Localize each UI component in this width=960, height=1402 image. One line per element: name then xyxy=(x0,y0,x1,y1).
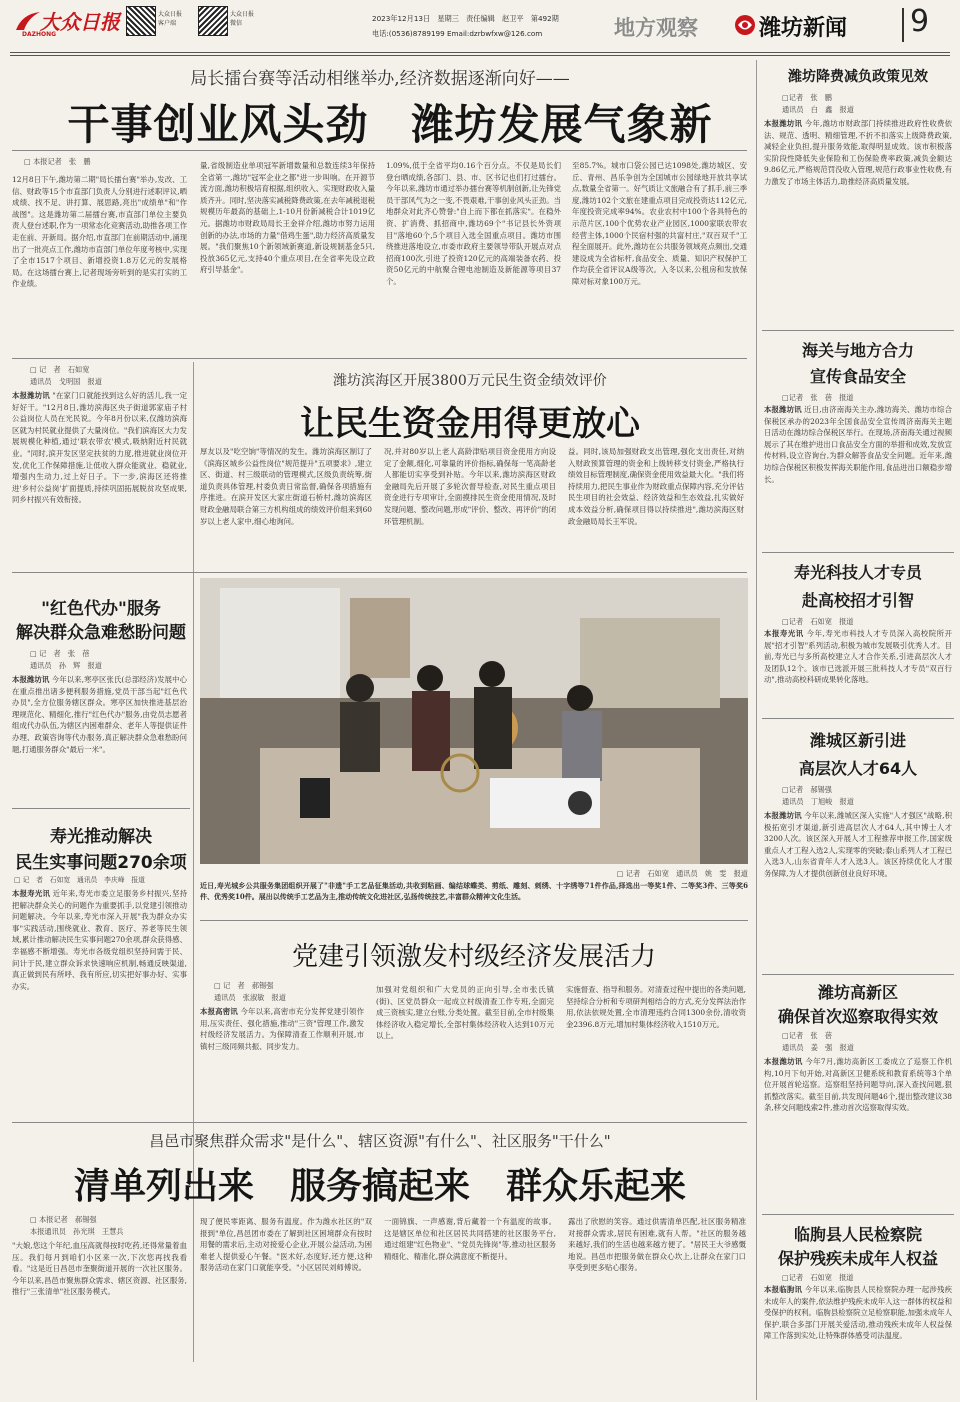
lead-col-4: 至85.7%。城市口袋公园已达1098处,潍坊城区、安丘、青州、昌乐争创为全国城市公园绿地开放共享试点,数量全省第一。好气质让文旅融合有了抓手,前三季度,潍坊102个文旅在建重点项目完成投资达112亿元,年度投资完成率94%。农业农村中100个各具特色的示范片区,100个优势农业产业园区,1000家联农带农经营主体,1000个民宿村强的共富村庄,"双百双千"工程全面展开。此外,潍坊在公共服务领域亮点频出,交通建设成为全省标杆,食品安全、质量、知识产权保护工作均获全省评议A级等次。入冬以来,公租房和发放保障对标对象100万元。 xyxy=(572,161,747,286)
sidebar-5-byline-1: □记者 张 蓓 xyxy=(782,1031,832,1040)
red-agent-lead-label: 本报潍坊讯 xyxy=(12,675,50,684)
sidebar-6-title-1: 临朐县人民检察院 xyxy=(793,1225,922,1244)
feature-headline: 让民生资金用得更放心 xyxy=(300,404,640,444)
red-agent-headline-1: "红色代办"服务 xyxy=(41,599,161,619)
sidebar-2-title-2: 宣传食品安全 xyxy=(809,367,906,386)
sidebar-2-lead-label: 本报潍坊讯 xyxy=(764,405,802,414)
party-byline-1: □ 记 者 郝锡强 xyxy=(214,981,274,990)
sidebar-1-byline-1: □记者 张 鹏 xyxy=(782,93,832,102)
sidebar-4-body xyxy=(764,810,952,970)
date-line: 2023年12月13日 星期三 责任编辑 赵卫平 第492期 xyxy=(372,14,559,23)
sidebar-3-lead-label: 本报寿光讯 xyxy=(764,629,804,638)
red-agent-bottom-rule xyxy=(12,808,190,809)
photo-bottom-rule xyxy=(200,920,748,921)
red-agent-para: 今年以来,寒亭区张氏(总部经济)发展中心在重点推出诸多便利服务措施,党员干部当起"红色代办员",全方位服务辖区群众。寒亭区加快推进基层治理规范化、精细化,推行"红色代办"服务,由党员志愿者组成代办队伍,为辖区内困难群众、老年人等提供证件办理、政策咨询等代办服务,真正解决群众急难愁盼问题,打通服务群众"最后一米"。 xyxy=(12,675,187,754)
sidebar-1-para: 今年,潍坊市财政部门持续推进政府性收费依法、规范、透明、精细管理,不折不扣落实上级降费政策,减轻企业负担,提升服务效能,取得明显成效。该市积极落实阶段性降低失业保险和工伤保险费率政策,减负金额达9.86亿元,严格规范罚没收入管理,规范行政事业性收费,有力激发了市场主体活力,助推经济高质量发展。 xyxy=(764,119,952,186)
section-label: 地方观察 xyxy=(614,16,698,40)
feature-bottom-rule xyxy=(12,572,747,573)
masthead xyxy=(0,0,960,52)
feature-kicker: 潍坊滨海区开展3800万元民生资金绩效评价 xyxy=(333,373,607,389)
sidebar-5-title-2: 确保首次巡察取得实效 xyxy=(777,1007,938,1026)
lead-col-2: 量,省级制造业单项冠军新增数量和总数连续3年保持全省第一,潍坊"冠军企业之都"进一步叫响。在开源节流方面,潍坊积极培育根据,组织收入、实现财政收入量质齐升。同时,坚决落实减税降费政策,在去年减税退税规模历年最高的基础上,1-10月份新减税合计1019亿元。据潍坊市财政局局长王金祥介绍,潍坊市努力运用创新的办法,市场的力量"借鸡生蛋",助力经济高质量发展。"我们聚焦10个新领域新赛道,新设规制基金5只,投放365亿元,支持40个重点项目,在全省率先设立政府引导基金"。 xyxy=(200,161,375,275)
party-col-1 xyxy=(200,1006,364,1116)
left-col-divider xyxy=(193,362,194,1362)
feature-col-2: 况,并对80岁以上老人高龄津贴项目资金使用方向设定了金额,细化,可靠量的评价指标,确保每一笔高龄老人都能切实享受到补贴。今年以来,潍坊滨海区财政金融局先后开展了多轮次督导检查,对民生重点项目资金进行专项审计,全面摸排民生资金使用情况,及时发现问题、整改问题,形成"评价、整改、再评价"的闭环管理机制。 xyxy=(384,447,556,526)
paper-name-en: DAZHONG xyxy=(22,31,57,38)
sidebar-4-byline-2: 通讯员 丁旭峻 报道 xyxy=(782,797,854,806)
lead-headline: 干事创业风头劲 潍坊发展气象新 xyxy=(67,100,713,149)
lead-col-3: 1.09%,低于全省平均0.16个百分点。不仅是局长们登台晒成绩,各部门、县、市、区书记也们打过擂台。今年以来,潍坊市通过举办擂台赛等机制创新,让先锋党员干部风气为之一变,不畏艰难,干事创业风头正劲。当地群众对此齐心赞誉:"自上而下都在抓落实"。在稳外资、扩消费、抓招商中,潍坊69个"书记县长外资项目"落地60个,5个项目入选全国重点项目。潍坊市围绕推进落地设立,市委市政府主要领导带队开展点对点招商100次,引进了投资120亿元的高端装备农药、投资50亿元的中航聚合锂电池制造及新能源等项目37个。 xyxy=(386,161,561,286)
shouguang-headline-2: 民生实事问题270余项 xyxy=(15,853,187,873)
page-number: 9 xyxy=(910,4,930,39)
sidebar-5-body xyxy=(764,1056,952,1206)
sidebar-2-para: 近日,由济南海关主办,潍坊海关、潍坊市综合保税区承办的2023年全国食品安全宣传周济南海关主题日活动在潍坊综合保税区举行。在现场,济南海关通过视频展示了其在维护进出口食品安全方面的举措和成效,发放宣传材料,设立咨询台,为群众解答食品安全问题。近年来,潍坊综合保税区积极发挥海关职能作用,食品进出口额稳步增长。 xyxy=(764,405,952,484)
shouguang-para: 近年来,寿光市委立足服务乡村振兴,坚持把解决群众关心的问题作为重要抓手,以党建引领推动问题解决。今年以来,寿光市深入开展"我为群众办实事"实践活动,围绕就业、教育、医疗、养老等民生领域,累计推动解决民生实事问题270余项,群众获得感、幸福感不断增强。寿光市各级党组织坚持问需于民、问计于民,建立群众诉求快速响应机制,畅通反映渠道,真正做到民有所呼、我有所应,切实把好事办好、实事办实。 xyxy=(12,889,187,991)
section-name: 潍坊新闻 xyxy=(759,16,848,41)
photo-scene xyxy=(200,578,748,864)
changyi-headline: 清单列出来 服务搞起来 群众乐起来 xyxy=(73,1166,686,1207)
changyi-top-rule xyxy=(12,1122,747,1123)
logo-flame-icon xyxy=(14,10,42,32)
feature-photo xyxy=(200,578,748,864)
qr-code-wechat xyxy=(198,6,228,36)
changyi-byline-1: □ 本报记者 郝锡强 xyxy=(30,1215,97,1224)
sidebar-rule-4 xyxy=(762,974,954,975)
changyi-col-4: 露出了欣慰的笑容。通过供需清单匹配,社区服务精准对接群众需求,居民有困难,就有人帮。"社区的服务越来越好,我们的生活也越来越方便了。"居民王大爷感慨地说。昌邑市把服务做在群众心坎上,让群众在家门口享受到更多贴心服务。 xyxy=(568,1217,746,1273)
sidebar-4-title-2: 高层次人才64人 xyxy=(798,759,918,778)
sidebar-3-title-1: 寿光科技人才专员 xyxy=(793,563,922,582)
sidebar-3-byline-1: □记者 石如宽 报道 xyxy=(782,617,854,626)
sidebar-1-title: 潍坊降费减负政策见效 xyxy=(788,69,928,85)
sidebar-6-lead-label: 本报临朐讯 xyxy=(764,1285,803,1294)
lead-rule xyxy=(12,150,747,151)
sidebar-4-byline-1: □记者 郝锡强 xyxy=(782,785,832,794)
sidebar-5-lead-label: 本报潍坊讯 xyxy=(764,1057,803,1066)
section-emblem-icon xyxy=(734,14,756,36)
photo-credit: □ 记者 石如宽 通讯员 姚 雯 报道 xyxy=(616,869,748,878)
sidebar-3-body xyxy=(764,628,952,712)
sidebar-rule-3 xyxy=(762,718,954,719)
sidebar-5-title-1: 潍坊高新区 xyxy=(817,983,898,1002)
left-col-para: "在家门口就能找到这么好的活儿,我一定好好干。"12月8日,潍坊滨海区央子街道郭家庙子村公益岗位人员在光民说。今年8月份以来,仅潍坊滨海区就为村民就业提供了大量岗位。"我们滨海区大力发展规模化种植,通过'联农带农'模式,吸纳附近村民就业。"同时,滨开发区坚定扶贫的力度,推进就业岗位开发,优化工作保障措施,让低收入群众能就业、稳就业,增强内生动力,过上好日子。下一步,滨海区还将推进'乡村公益岗'扩面提质,持续巩固拓展脱贫攻坚成果,同乡村振兴有效衔接。 xyxy=(12,391,187,505)
feature-col-3: 益。同时,该局加强财政支出管理,强化支出责任,对纳入财政预算管理的资金和上级转移支付资金,严格执行绩效目标管理制度,确保资金使用效益最大化。"我们将持续用力,把民生事业作为财政重点保障内容,充分评估民生项目的社会效益、经济效益和生态效益,扎实做好成本效益分析,确保项目得以持续推进",潍坊滨海区财政金融局局长王军说。 xyxy=(568,447,744,526)
qr-code-app xyxy=(126,6,156,36)
lead-bottom-rule xyxy=(12,358,747,359)
page-number-divider xyxy=(902,8,904,42)
red-agent-byline-2: 通讯员 孙 辉 报道 xyxy=(30,661,102,670)
changyi-col-1: "大娘,您这个年纪,血压高就得按时吃药,还得常量着血压。我们每月到咱们小区来一次,下次您再找我看看。"这是近日昌邑市奎聚街道开展的一次社区服务。今年以来,昌邑市聚焦群众需求、辖区资源、社区服务,推行"三张清单"社区服务模式。 xyxy=(12,1241,187,1297)
paper-name: 大众日报 xyxy=(40,10,120,34)
party-col-2: 加强对党组织和广大党员的正向引导,全市张氏镇(街)、区党员群众一起成立村级清查工作专班,全面完成三资核实,建立台账,分类处置。截至目前,全市村级集体经济收入稳定增长,全部村集体经济收入达到10万元以上。 xyxy=(376,985,554,1041)
sidebar-3-para: 今年,寿光市科技人才专员深入高校院所开展"招才引智"系列活动,积极为城市发展吸引优秀人才。目前,寿光已与多所高校建立人才合作关系,引进高层次人才及团队12个。该市已选派开展三批科技人才专员"双百行动",推动高校科研成果转化落地。 xyxy=(764,629,952,685)
sidebar-rule-1 xyxy=(762,330,954,331)
sidebar-6-title-2: 保护残疾未成年人权益 xyxy=(777,1249,938,1268)
party-col-3: 实施督查、指导和服务。对清查过程中提出的各类问题,坚持综合分析和专项研判相结合的方式,充分发挥法治作用,依法依规处置,全市清理违约合同1300余份,清收资金2396.8万元,增加村集体经济收入1510万元。 xyxy=(566,985,746,1029)
paper-logo xyxy=(14,6,126,42)
sidebar-6-para: 今年以来,临朐县人民检察院办理一起涉残疾未成年人的案件,依法维护残疾未成年人这一群体的权益和受保护的权利。临朐县检察院立足检察职能,加强未成年人保护,联合多部门开展关爱活动,推动残疾未成年人权益保障工作落到实处,让特殊群体感受司法温度。 xyxy=(764,1285,952,1341)
party-byline-2: 通讯员 张淑敏 报道 xyxy=(214,993,286,1002)
sidebar-1-lead-label: 本报潍坊讯 xyxy=(764,119,803,128)
shouguang-lead-label: 本报寿光讯 xyxy=(12,889,51,898)
shouguang-byline: □ 记 者 石如宽 通讯员 李庆峰 报道 xyxy=(14,876,145,884)
sidebar-6-body xyxy=(764,1284,952,1398)
sidebar-1-byline-2: 通讯员 白 鑫 报道 xyxy=(782,105,854,114)
left-lead-label: 本报潍坊讯 xyxy=(12,391,50,400)
sidebar-4-lead-label: 本报潍坊讯 xyxy=(764,811,802,820)
sidebar-rule-5 xyxy=(762,1214,954,1215)
sidebar-divider xyxy=(756,60,757,1400)
changyi-byline-2: 本报通讯员 孙光琪 王慧兵 xyxy=(30,1227,124,1236)
lead-col-1: 12月8日下午,潍坊第二期"局长擂台赛"举办,发改、工信、财政等15个市直部门负责人分别进行述职评议,晒成绩、找不足、讲打算、展思路,亮出"成绩单"和"作战图"。这是潍坊第二届擂台赛,市直部门单位主要负责人登台述职,作为一项常态化竞赛活动,助推各项工作走在前、开新局。据介绍,市直部门在前期活动中,涌现出了一批亮点工作,潍坊市直部门单位年度考核中,实现了全市1517个项目、新增投资1.8万亿元的发展格局。在这场擂台赛上,记者现场旁听到的是实打实的工作业绩。 xyxy=(12,175,187,289)
contact-line: 电话:(0536)8789199 Email:dzrbwfxw@126.com xyxy=(372,29,543,38)
feature-col-1: 厚友以及"吃空饷"等情况的发生。潍坊滨海区制订了《滨海区城乡公益性岗位"规范提升"五项要求》,建立区、街道、村三级联动的管理模式,区级负责统筹,街道负责具体管理,村委负责日常监督,确保各项措施有序推进。在滨开发区大家庄街道石桥村,潍坊滨海区财政金融局联合第三方机构组成的绩效评价组来到60岁以上老人家中,细心地询问。 xyxy=(200,447,372,526)
red-agent-byline-1: □ 记 者 张 蓓 xyxy=(30,649,90,658)
left-byline-1: □ 记 者 石如宽 xyxy=(30,365,90,374)
shouguang-body xyxy=(12,888,187,1116)
sidebar-4-para: 今年以来,潍城区深入实施"人才强区"战略,积极拓宽引才渠道,新引进高层次人才64人,其中博士人才3200人次。该区深入开展人才工程推荐申报工作,国家级重点人才工程入选2人,实现零的突破;泰山系列人才工程已入选3人,山东省青年人才入选3人。该区持续优化人才服务保障,为人才提供创新创业良好环境。 xyxy=(764,811,952,878)
sidebar-2-body xyxy=(764,404,952,546)
red-agent-headline-2: 解决群众急难愁盼问题 xyxy=(16,623,186,643)
left-byline-2: 通讯员 戈明国 报道 xyxy=(30,377,102,386)
photo-caption: 近日,寿光城乡公共服务集团组织开展了"非遗"手工艺品征集活动,共收到粘画、编结球蝶类、剪纸、雕刻、刺绣、十字绣等71件作品,择选出一等奖1件、二等奖3件、三等奖6件、优秀奖10件。展出以传统手工艺品为主,推动传统文化进社区,弘扬传统技艺,丰富群众精神文化生活。 xyxy=(200,881,748,901)
changyi-col-3: 一面锦旗、一声感谢,背后藏着一个有温度的故事。这是辖区单位和社区居民共同搭建的社区服务平台,通过组建"红色物业"、"党员先锋岗"等,推动社区服务精细化、精准化,群众满意度不断提升。 xyxy=(384,1217,556,1261)
sidebar-6-byline-1: □记者 石如宽 报道 xyxy=(782,1273,854,1282)
left-col-body xyxy=(12,390,187,568)
party-lead-label: 本报高密讯 xyxy=(200,1007,238,1016)
masthead-rule xyxy=(10,52,950,56)
party-col-1-para: 今年以来,高密市充分发挥党建引领作用,压实责任、强化措施,推动"三资"管理工作,激发村级经济发展活力。为保障清查工作顺利开展,市镇村三级同频共振、同步发力。 xyxy=(200,1007,364,1051)
party-headline: 党建引领激发村级经济发展活力 xyxy=(291,942,656,972)
shouguang-headline-1: 寿光推动解决 xyxy=(50,827,152,847)
sidebar-5-byline-2: 通讯员 姜 强 报道 xyxy=(782,1043,854,1052)
changyi-kicker: 昌邑市聚焦群众需求"是什么"、辖区资源"有什么"、社区服务"干什么" xyxy=(149,1132,611,1150)
sidebar-3-title-2: 赴高校招才引智 xyxy=(801,591,914,610)
sidebar-4-title-1: 潍城区新引进 xyxy=(809,731,906,750)
lead-byline: □ 本报记者 张 鹏 xyxy=(24,157,91,166)
sidebar-1-body xyxy=(764,118,952,324)
sidebar-rule-2 xyxy=(762,552,954,553)
sidebar-2-byline-1: □记者 张 蓓 报道 xyxy=(782,393,854,402)
lead-kicker: 局长擂台赛等活动相继举办,经济数据逐渐向好—— xyxy=(190,69,570,89)
qr-label-wechat: 大众日报 微信 xyxy=(230,11,255,27)
qr-label-app: 大众日报 客户端 xyxy=(158,11,183,27)
red-agent-body xyxy=(12,674,187,800)
sidebar-2-title-1: 海关与地方合力 xyxy=(801,341,914,360)
sidebar-5-para: 今年7月,潍坊高新区工委成立了巡察工作机构,10月下旬开始,对高新区卫健系统和教育系统等3个单位开展首轮巡察。巡察组坚持问题导向,深入查找问题,狠抓整改落实。截至目前,共发现问题46个,提出整改建议38条,移交问题线索2件,推动首次巡察取得实效。 xyxy=(764,1057,952,1113)
changyi-col-2: 现了便民零距离、服务有温度。作为潍水社区的"双报到"单位,昌邑团市委在了解到社区困境群众有按时用餐的需求后,主动对接爱心企业,开展公益活动,为困难老人提供爱心午餐。"医术好,态度好,还方便,这种服务活动在家门口就能享受。"小区居民刘师傅说。 xyxy=(200,1217,372,1273)
